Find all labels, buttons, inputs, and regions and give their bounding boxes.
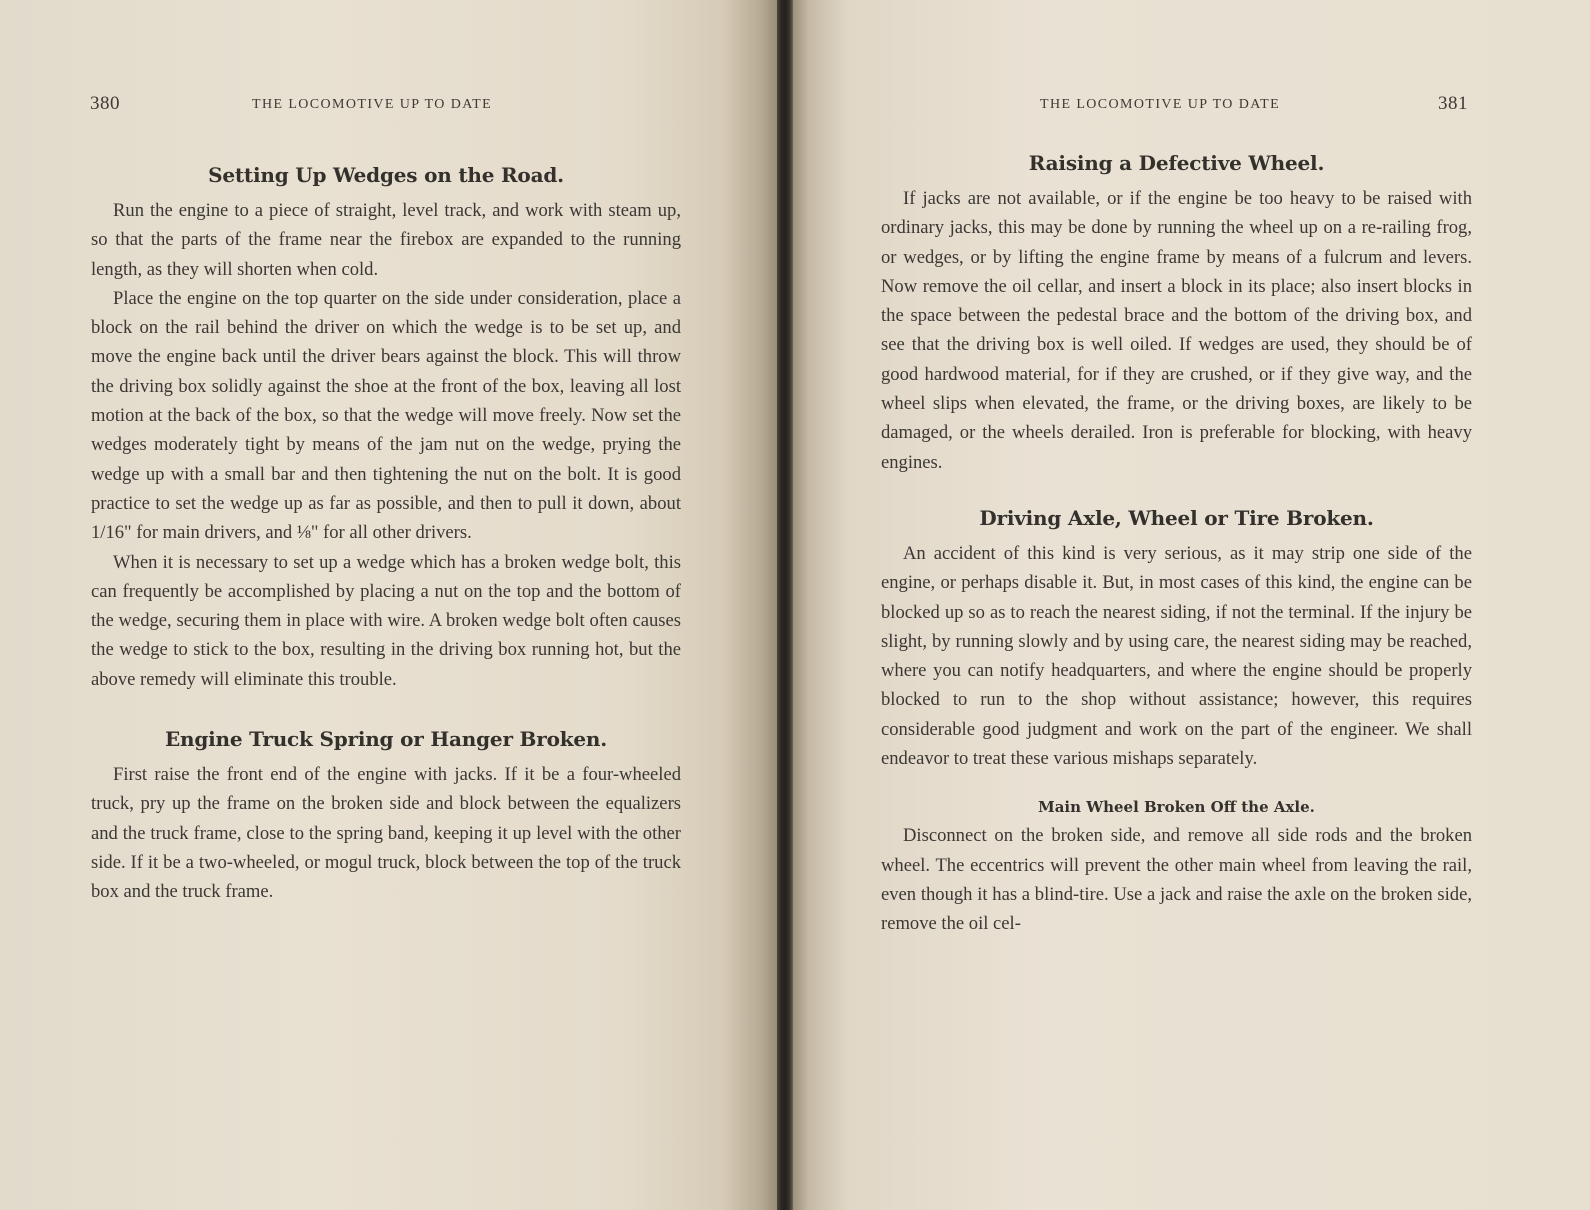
paragraph: Disconnect on the broken side, and remove all side rods and the broken wheel. The eccentrics will prevent the other main wheel from leaving the rail, even though it has a blind-tire. Use a jack and raise the axle on the broken side, remove the oil cel- <box>881 825 1472 935</box>
left-page <box>0 0 777 1210</box>
paragraph: Place the engine on the top quarter on the side under consideration, place a block on the rail behind the driver on which the wedge is to be set up, and move the engine back until the driver bears against the block. This will throw the driving box solidly against the shoe at the front of the box, leaving all lost motion at the back of the box, so that the wedge will move freely. Now set the wedges moderately tight by means of the jam nut on the wedge, prying the wedge up with a small bar and then tightening the nut on the bolt. It is good practice to set the wedge up as far as possible, and then to pull it down, about 1/16" for main drivers, and ⅛" for all other drivers. <box>91 287 681 544</box>
right-running-title: THE LOCOMOTIVE UP TO DATE <box>1040 97 1281 112</box>
paragraph: If jacks are not available, or if the engine be too heavy to be raised with ordinary jacks, this may be done by running the wheel up on a re-railing frog, or wedges, or by lifting the engine frame by means of a fulcrum and levers. Now remove the oil cellar, and insert a block in its place; also insert blocks in the space between the pedestal brace and the bottom of the driving box, and see that the driving box is well oiled. If wedges are used, they should be of good hardwood material, for if they are crushed, or if they give way, and the wheel slips when elevated, the frame, or the driving boxes, are likely to be damaged, or the wheels derailed. Iron is preferable for blocking, with heavy engines. <box>881 188 1472 473</box>
right-running-head <box>883 93 1469 117</box>
left-running-title: THE LOCOMOTIVE UP TO DATE <box>252 97 493 112</box>
section-heading-raising-defective-wheel: Raising a Defective Wheel. <box>1028 151 1325 175</box>
section-heading-setting-up-wedges: Setting Up Wedges on the Road. <box>208 163 564 187</box>
paragraph: When it is necessary to set up a wedge which has a broken wedge bolt, this can frequently be accomplished by placing a nut on the top and the bottom of the wedge, securing them in place with wire. A broken wedge bolt often causes the wedge to stick to the box, resulting in the driving box running hot, but the above remedy will eliminate this trouble. <box>91 551 681 690</box>
right-page <box>793 0 1590 1210</box>
paragraph: First raise the front end of the engine with jacks. If it be a four-wheeled truck, pry up the frame on the broken side and block between the equalizers and the truck frame, close to the spring band, keeping it up level with the other side. If it be a two-wheeled, or mogul truck, block between the top of the truck box and the truck frame. <box>91 764 681 903</box>
subsection-heading-main-wheel-broken: Main Wheel Broken Off the Axle. <box>1038 798 1315 817</box>
paragraph: Run the engine to a piece of straight, level track, and work with steam up, so that the parts of the frame near the firebox are expanded to the running length, as they will shorten when cold. <box>91 200 681 280</box>
section-heading-driving-axle-broken: Driving Axle, Wheel or Tire Broken. <box>979 505 1374 530</box>
book-gutter <box>777 0 793 1210</box>
left-page-number: 380 <box>90 93 120 114</box>
paragraph: An accident of this kind is very serious, as it may strip one side of the engine, or perhaps disable it. But, in most cases of this kind, the engine can be blocked up so as to reach the nearest siding, if not the terminal. If the injury be slight, by running slowly and by using care, the nearest siding may be reached, where you can notify headquarters, and where the engine should be properly blocked to run to the shop without assistance; however, this requires considerable good judgment and work on the part of the engineer. We shall endeavor to treat these various mishaps separately. <box>881 542 1472 770</box>
right-page-body <box>881 148 1472 939</box>
section-heading-engine-truck-spring: Engine Truck Spring or Hanger Broken. <box>164 727 608 752</box>
left-page-body <box>91 160 681 907</box>
section-spacer <box>881 773 1472 795</box>
section-spacer <box>91 694 681 724</box>
right-page-number: 381 <box>1438 93 1468 114</box>
left-running-head <box>90 93 690 117</box>
section-spacer <box>881 477 1472 503</box>
